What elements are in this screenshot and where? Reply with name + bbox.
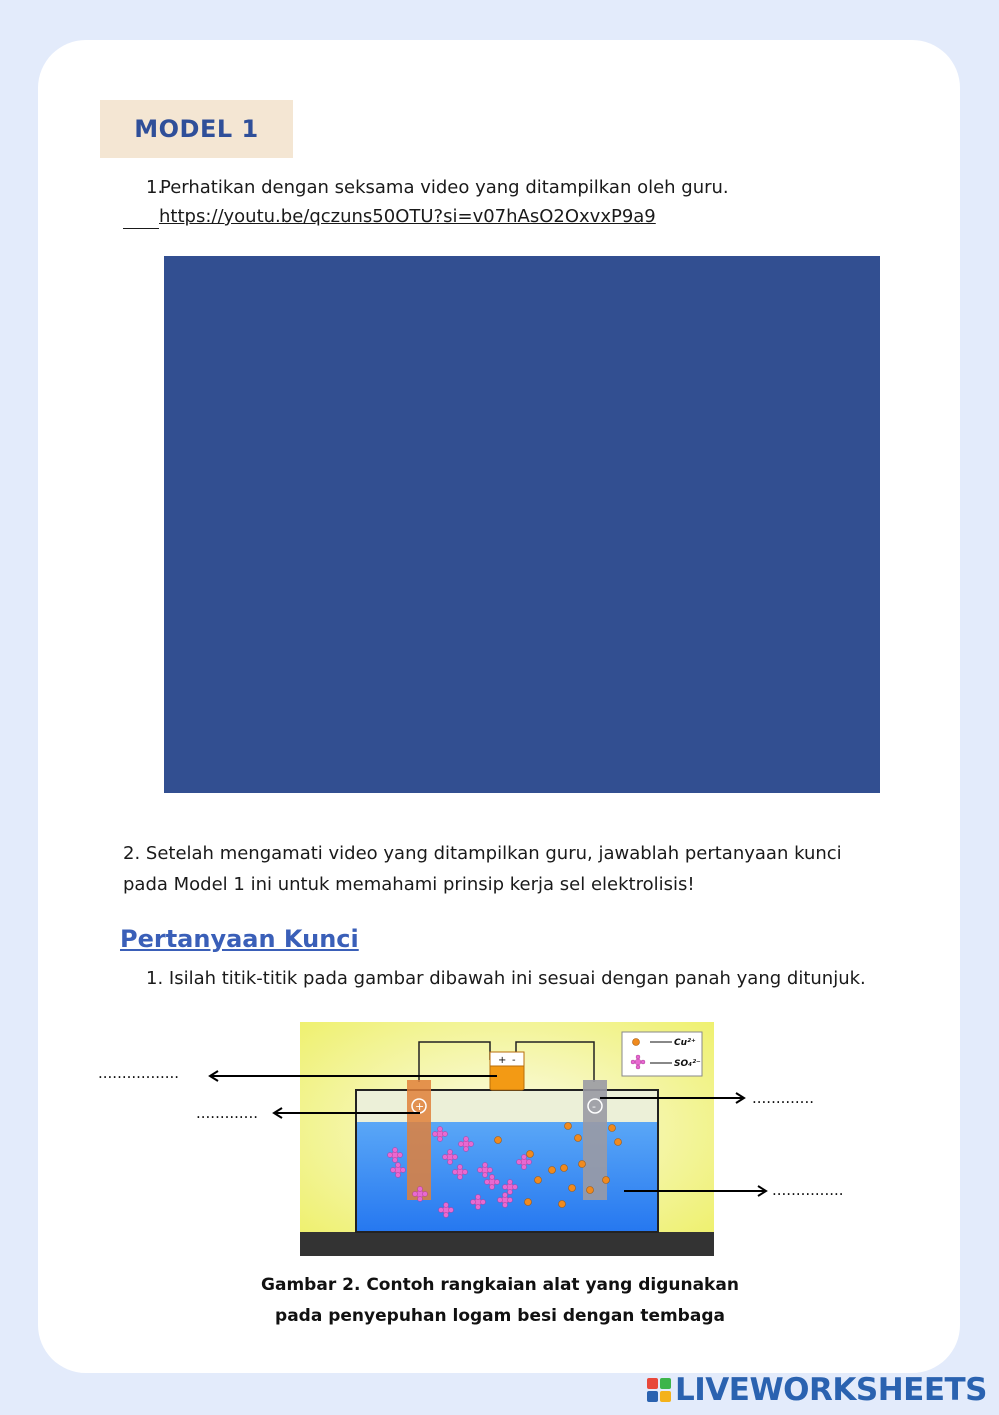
model-tag-label: MODEL 1 bbox=[134, 115, 259, 143]
cathode-sign: - bbox=[592, 1100, 596, 1113]
figure-caption bbox=[260, 1270, 740, 1332]
brand-footer bbox=[647, 1372, 987, 1408]
battery-top bbox=[490, 1052, 524, 1066]
blank-left-bottom[interactable]: ............. bbox=[196, 1104, 258, 1122]
step2-line1: 2. Setelah mengamati video yang ditampilkan guru, jawablah pertanyaan kunci bbox=[123, 843, 842, 864]
anode-plate bbox=[407, 1080, 431, 1200]
electrolysis-figure bbox=[300, 1022, 714, 1256]
anode-sign: + bbox=[415, 1100, 425, 1113]
question-1: 1. Isilah titik-titik pada gambar dibawah ini sesuai dengan panah yang ditunjuk. bbox=[146, 968, 866, 989]
brand-name: LIVEWORKSHEETS bbox=[675, 1372, 987, 1408]
blank-right-top[interactable]: ............. bbox=[752, 1089, 814, 1107]
model-tag bbox=[100, 100, 293, 158]
video-embed[interactable] bbox=[164, 256, 880, 793]
video-link[interactable]: https://youtu.be/qczuns50OTU?si=v07hAsO2OxvxP9a9 bbox=[159, 206, 656, 227]
blank-right-bottom[interactable]: ............... bbox=[772, 1181, 844, 1199]
battery-plus: + bbox=[498, 1055, 507, 1066]
battery-minus: - bbox=[512, 1055, 516, 1066]
step2-line2: pada Model 1 ini untuk memahami prinsip kerja sel elektrolisis! bbox=[123, 874, 695, 895]
figure-base bbox=[300, 1232, 714, 1256]
legend-cu-label: Cu²⁺ bbox=[674, 1038, 696, 1048]
blank-left-top[interactable]: ................. bbox=[98, 1064, 180, 1082]
caption-line-2: pada penyepuhan logam besi dengan tembaga bbox=[275, 1306, 725, 1326]
legend-so4-label: SO₄²⁻ bbox=[674, 1059, 701, 1069]
electrolyte-solution bbox=[357, 1122, 657, 1231]
section-heading: Pertanyaan Kunci bbox=[120, 925, 359, 953]
legend-cu-marker bbox=[633, 1039, 640, 1046]
liveworksheets-logo-icon bbox=[647, 1378, 671, 1402]
caption-line-1: Gambar 2. Contoh rangkaian alat yang digunakan bbox=[261, 1275, 739, 1295]
link-underline-lead bbox=[123, 228, 159, 229]
step1-number: 1. bbox=[146, 177, 164, 198]
step1-text: Perhatikan dengan seksama video yang ditampilkan oleh guru. bbox=[160, 177, 729, 198]
